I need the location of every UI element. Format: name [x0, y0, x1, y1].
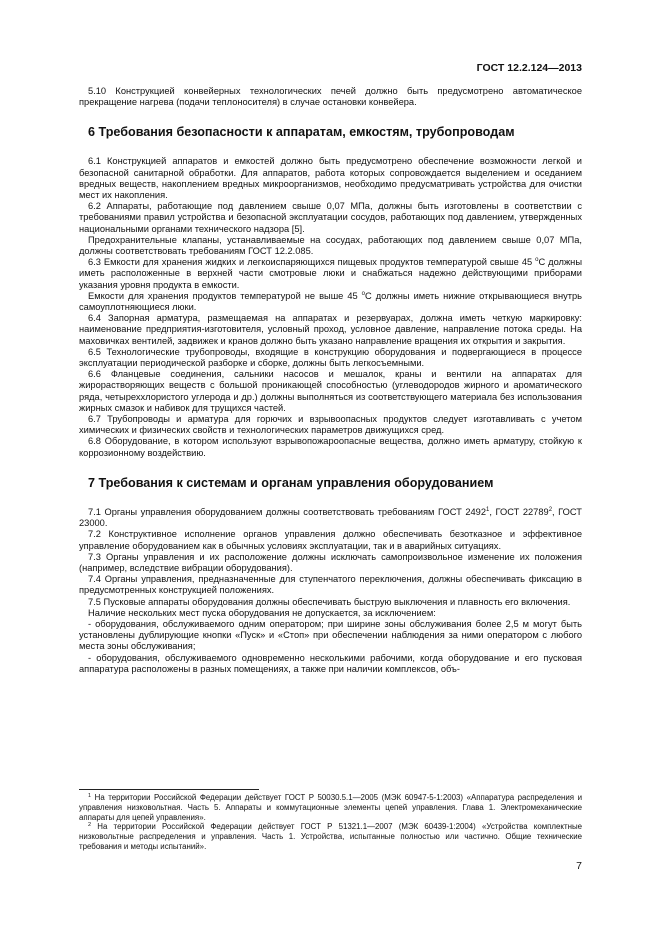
- footnote-ref: 1: [486, 506, 490, 513]
- text-run: С должны иметь расположенные в верхней части смотровые люки и снабжаться надежно действующими приборами указания уровня продукта в емкости.: [79, 257, 582, 290]
- section-6-heading: 6 Требования безопасности к аппаратам, емкостям, трубопроводам: [88, 125, 515, 140]
- degree-mark: о: [361, 290, 366, 297]
- paragraph-6-3-hatches: [79, 291, 582, 313]
- paragraph-7-5-item-1: - оборудования, обслуживаемого одним оператором; при ширине зоны обслуживания более 2,5 м могут быть установлены дублирующие кнопки «Пуск» и «Стоп» при обеспечении наблюдения за ними оператором с любого места зоны обслуживания;: [79, 618, 582, 652]
- paragraph-7-4: 7.4 Органы управления, предназначенные для ступенчатого переключения, должны обеспечивать фиксацию в предусмотренных конструкцией положениях.: [79, 574, 582, 596]
- degree-mark: о: [535, 257, 539, 264]
- paragraph-7-1: [79, 507, 582, 529]
- paragraph-6-6: 6.6 Фланцевые соединения, сальники насосов и мешалок, краны и вентили на аппаратах для жирорастворяющих веществ с большой проникающей способностью (углеводородов жирного и ароматического ряда, четыреххлористого углерода и др.) должны выполняться из соответствующего материала без использования жирных смазок и набивок для трущихся частей.: [79, 369, 582, 413]
- footnote-ref: 2: [548, 506, 553, 513]
- footnote-divider: [79, 789, 259, 790]
- paragraph-6-2-valves: Предохранительные клапаны, устанавливаемые на сосудах, работающих под давлением свыше 0,07 МПа, должны соответствовать требованиям ГОСТ 12.2.085.: [79, 234, 582, 257]
- body-text: [79, 86, 582, 675]
- text-run: 7.1 Органы управления оборудованием должны соответствовать требованиям ГОСТ 2492: [88, 506, 486, 517]
- paragraph-6-5: 6.5 Технологические трубопроводы, входящие в конструкцию оборудования и подвергающиеся в процессе эксплуатации периодической разборке и сборке, должны быть легкосъемными.: [79, 346, 582, 369]
- footnote-text: На территории Российской Федерации действует ГОСТ Р 51321.1—2007 (МЭК 60439-1:2004) «Устройства комплектные низковольтные распределения и управления. Часть 1. Устройства, испытанные полностью или частично. Общие технические требования и методы испытаний».: [79, 822, 582, 851]
- paragraph-6-2: 6.2 Аппараты, работающие под давлением свыше 0,07 МПа, должны быть изготовлены в соответствии с требованиями правил устройства и безопасной эксплуатации сосудов, работающих под давлением, утвержденных национальными органами технического надзора [5].: [79, 201, 582, 234]
- footnote-1: [79, 793, 582, 822]
- standard-header: ГОСТ 12.2.124—2013: [476, 62, 582, 74]
- paragraph-6-1: 6.1 Конструкцией аппаратов и емкостей должно быть предусмотрено обеспечение возможности легкой и безопасной санитарной обработки. Для аппаратов, работа которых сопровождается выделением и оседанием вредных веществ, накоплением вредных микроорганизмов, необходимо предусматривать устройства для очистки мест их накопления.: [79, 156, 582, 201]
- text-run: С должны иметь нижние открывающиеся внутрь самоуплотняющиеся люки.: [79, 290, 582, 313]
- paragraph-7-5-exceptions: Наличие нескольких мест пуска оборудования не допускается, за исключением:: [88, 607, 436, 618]
- text-run: , ГОСТ 23000.: [79, 506, 582, 529]
- footnote-2: [79, 822, 582, 851]
- paragraph-6-4: 6.4 Запорная арматура, размещаемая на аппаратах и резервуарах, должна иметь четкую маркировку: наименование предприятия-изготовителя, условный проход, условное давление, направление потока среды. На маховичках вентилей, задвижек и кранов должно быть указано направление вращения их открытия и закрытия.: [79, 313, 582, 346]
- section-7-heading: 7 Требования к системам и органам управления оборудованием: [88, 475, 494, 490]
- paragraph-7-5-item-2: - оборудования, обслуживаемого одновременно несколькими рабочими, когда оборудование и его пусковая аппаратура расположены в разных помещениях, а также при наличии комплексов, объ-: [79, 652, 582, 674]
- paragraph-6-8: 6.8 Оборудование, в котором используют взрывопожароопасные вещества, должно иметь арматуру, стойкую к коррозионному воздействию.: [79, 436, 582, 458]
- footnotes: [79, 789, 582, 852]
- paragraph-6-7: 6.7 Трубопроводы и арматура для горючих и взрывоопасных продуктов следует изготавливать с учетом химических и физических свойств и технологических параметров движущихся сред.: [79, 414, 582, 436]
- footnote-mark: 2: [88, 822, 92, 829]
- paragraph-5-10: 5.10 Конструкцией конвейерных технологических печей должно быть предусмотрено автоматическое прекращение нагрева (подачи теплоносителя) в случае остановки конвейера.: [79, 86, 582, 108]
- page-number: 7: [576, 860, 582, 872]
- paragraph-7-5: 7.5 Пусковые аппараты оборудования должны обеспечивать быструю выключения и плавность его включения.: [88, 596, 571, 607]
- footnote-text: На территории Российской Федерации действует ГОСТ Р 50030.5.1—2005 (МЭК 60947-5-1:2003) «Аппаратура распределения и управления низковольтная. Часть 5. Аппараты и коммутационные элементы цепей управления. Глава 1. Электромеханические аппараты для цепей управления».: [79, 793, 582, 822]
- paragraph-7-3: 7.3 Органы управления и их расположение должны исключать самопроизвольное изменение их положения (например, вследствие вибрации оборудования).: [79, 551, 582, 573]
- text-run: , ГОСТ 22789: [489, 506, 549, 517]
- paragraph-7-2: 7.2 Конструктивное исполнение органов управления должно обеспечивать безотказное и эффективное управление оборудованием как в обычных условиях эксплуатации, так и в аварийных ситуациях.: [79, 529, 582, 551]
- text-run: 6.3 Емкости для хранения жидких и легкоиспаряющихся пищевых продуктов температурой свыше 45: [88, 257, 536, 268]
- text-run: Емкости для хранения продуктов температурой не выше 45: [88, 290, 362, 301]
- paragraph-6-3: [79, 257, 582, 291]
- footnote-mark: 1: [88, 793, 92, 799]
